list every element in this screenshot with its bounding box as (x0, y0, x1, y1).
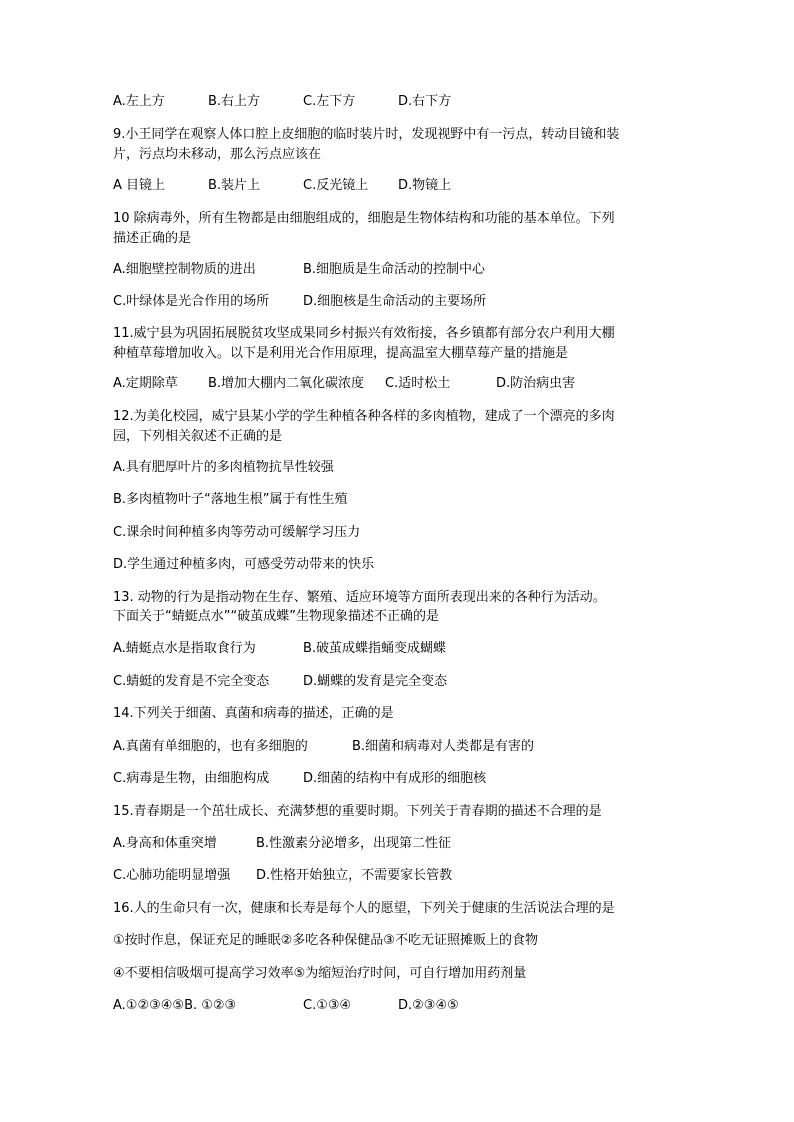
q12-option-b: B.多肉植物叶子“落地生根”属于有性生殖 (113, 492, 348, 507)
q13-option-b: B.破茧成蝶指蛹变成蝴蝶 (303, 641, 447, 656)
q8-option-b: B.右上方 (208, 94, 261, 109)
q12-option-d: D.学生通过种植多肉，可感受劳动带来的快乐 (113, 557, 375, 572)
q8-option-d: D.右下方 (398, 94, 452, 109)
q11-stem-line-2: 种植草莓增加收入。以下是利用光合作用原理，提高温室大棚草莓产量的措施是 (113, 346, 569, 361)
q11-option-c: C.适时松土 (385, 376, 451, 391)
q13-option-a: A.蜻蜓点水是指取食行为 (113, 641, 256, 656)
q10-stem-line-2: 描述正确的是 (113, 231, 192, 246)
q13-stem-line-1: 13. 动物的行为是指动物在生存、繁殖、适应环境等方面所表现出来的各种行为活动。 (113, 590, 606, 605)
q10-option-c: C.叶绿体是光合作用的场所 (113, 294, 270, 309)
q15-stem-line-1: 15.青春期是一个茁壮成长、充满梦想的重要时期。下列关于青春期的描述不合理的是 (113, 804, 602, 819)
q16-statement-line-1: ①按时作息，保证充足的睡眠②多吃各种保健品③不吃无证照摊贩上的食物 (113, 933, 538, 948)
q11-stem-line-1: 11.威宁县为巩固拓展脱贫攻坚成果同乡村振兴有效衔接，各乡镇都有部分农户利用大棚 (113, 326, 615, 341)
q10-stem-line-1: 10 除病毒外，所有生物都是由细胞组成的，细胞是生物体结构和功能的基本单位。下列 (113, 211, 615, 226)
q15-option-b: B.性激素分泌增多，出现第二性征 (256, 836, 452, 851)
q9-stem-line-1: 9.小王同学在观察人体口腔上皮细胞的临时装片时，发现视野中有一污点，转动目镜和装 (113, 127, 620, 142)
q8-option-c: C.左下方 (303, 94, 356, 109)
q16-option-d: D.②③④⑤ (398, 998, 459, 1013)
q9-stem-line-2: 片，污点均未移动，那么污点应该在 (113, 147, 322, 162)
q14-option-b: B.细菌和病毒对人类都是有害的 (352, 739, 535, 754)
q11-option-d: D.防治病虫害 (496, 376, 576, 391)
q14-stem-line-1: 14.下列关于细菌、真菌和病毒的描述，正确的是 (113, 706, 394, 721)
q12-option-c: C.课余时间种植多肉等劳动可缓解学习压力 (113, 525, 361, 540)
q16-statement-line-2: ④不要相信吸烟可提高学习效率⑤为缩短治疗时间，可自行增加用药剂量 (113, 966, 527, 981)
q16-option-a-b: A.①②③④⑤B. ①②③ (113, 998, 237, 1013)
q14-option-d: D.细菌的结构中有成形的细胞核 (303, 771, 487, 786)
q12-stem-line-2: 园，下列相关叙述不正确的是 (113, 429, 283, 444)
q16-stem-line-1: 16.人的生命只有一次，健康和长寿是每个人的愿望，下列关于健康的生活说法合理的是 (113, 901, 615, 916)
q10-option-a: A.细胞壁控制物质的进出 (113, 262, 256, 277)
q9-option-d: D.物镜上 (398, 178, 452, 193)
q15-option-c: C.心肺功能明显增强 (113, 868, 231, 883)
q14-option-c: C.病毒是生物，由细胞构成 (113, 771, 270, 786)
q10-option-b: B.细胞质是生命活动的控制中心 (303, 262, 486, 277)
q12-stem-line-1: 12.为美化校园，威宁县某小学的学生种植各种各样的多肉植物，建成了一个漂亮的多肉 (113, 409, 615, 424)
q11-option-a: A.定期除草 (113, 376, 178, 391)
q9-option-a: A 目镜上 (113, 178, 166, 193)
q14-option-a: A.真菌有单细胞的，也有多细胞的 (113, 739, 308, 754)
q13-stem-line-2: 下面关于“蜻蜓点水”“破茧成蝶”生物现象描述不正确的是 (113, 609, 439, 624)
q15-option-a: A.身高和体重突增 (113, 836, 217, 851)
q13-option-c: C.蜻蜓的发育是不完全变态 (113, 674, 270, 689)
q9-option-c: C.反光镜上 (303, 178, 369, 193)
q11-option-b: B.增加大棚内二氧化碳浓度 (208, 376, 365, 391)
q15-option-d: D.性格开始独立，不需要家长管教 (256, 868, 453, 883)
q9-option-b: B.装片上 (208, 178, 261, 193)
q8-option-a: A.左上方 (113, 94, 165, 109)
q12-option-a: A.具有肥厚叶片的多肉植物抗旱性较强 (113, 460, 334, 475)
q13-option-d: D.蝴蝶的发育是完全变态 (303, 674, 448, 689)
q16-option-c: C.①③④ (303, 998, 352, 1013)
q10-option-d: D.细胞核是生命活动的主要场所 (303, 294, 487, 309)
